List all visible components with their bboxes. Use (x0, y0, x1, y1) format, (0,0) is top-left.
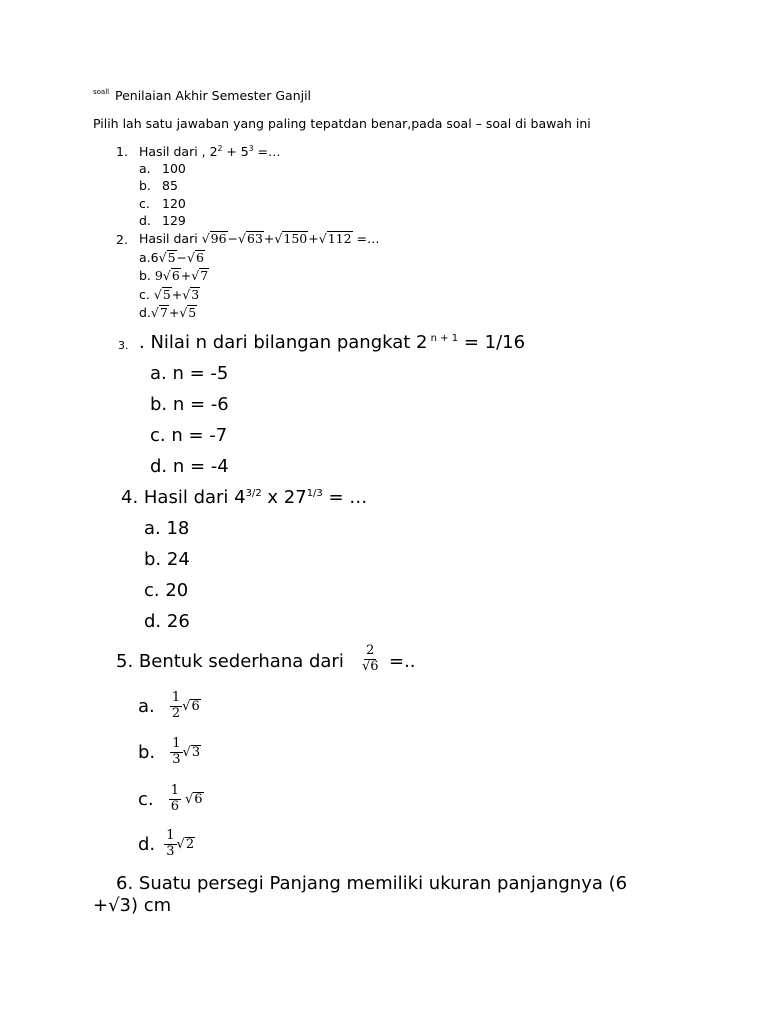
option-c: c. n = -7 (150, 425, 228, 446)
option-c: c. 120 (139, 196, 186, 211)
option-b: b. 9√6+√7 (139, 268, 209, 283)
question-number: 1. (116, 144, 128, 159)
option-b: b. n = -6 (150, 394, 229, 415)
question-text: . Nilai n dari bilangan pangkat 2 $^{n + 1}$ = 1/16 (139, 332, 526, 353)
option-d: d. 26 (144, 611, 190, 632)
soal-label: soall (93, 88, 110, 96)
instruction-text: Pilih lah satu jawaban yang paling tepatdan benar,pada soal – soal di bawah ini (93, 116, 591, 131)
option-d: d. $\frac{1}{3}$ √2 (138, 828, 195, 859)
question-number: 3. (118, 339, 129, 352)
question-number: 2. (116, 232, 128, 247)
question-text-line-2: +√3) cm (93, 895, 172, 916)
option-a: a.6√5−√6 (139, 250, 204, 265)
option-a: a. 18 (144, 518, 190, 539)
option-a: a. $\frac{1}{2}$ √6 (138, 690, 200, 721)
option-d: d.√7+√5 (139, 305, 197, 320)
option-d: d. 129 (139, 213, 186, 228)
fraction: $\frac{2}{√6}$ (362, 643, 379, 674)
question-text-line-1: 6. Suatu persegi Panjang memiliki ukuran panjangnya (6 (116, 873, 628, 894)
equals-sign: =.. (389, 651, 416, 672)
option-b: b. 24 (144, 549, 190, 570)
question-text: 5. Bentuk sederhana dari (116, 651, 344, 672)
option-b: b. 85 (139, 178, 178, 193)
option-c: c. $\frac{1}{6}$ √6 (138, 783, 203, 814)
option-c: c. 20 (144, 580, 189, 601)
option-b: b. $\frac{1}{3}$ √3 (138, 736, 201, 767)
option-d: d. n = -4 (150, 456, 229, 477)
question-text: Hasil dari √96−√63+√150+√112 =… (139, 231, 380, 246)
option-a: a. 100 (139, 161, 186, 176)
question-text: 4. Hasil dari $4^{3/2}$ x $27^{1/3}$ = … (121, 487, 368, 508)
option-c: c. √5+√3 (139, 287, 200, 302)
question-text: Hasil dari , $2^2 + 5^3$ =… (139, 143, 281, 159)
option-a: a. n = -5 (150, 363, 229, 384)
page-title: Penilaian Akhir Semester Ganjil (115, 88, 312, 103)
